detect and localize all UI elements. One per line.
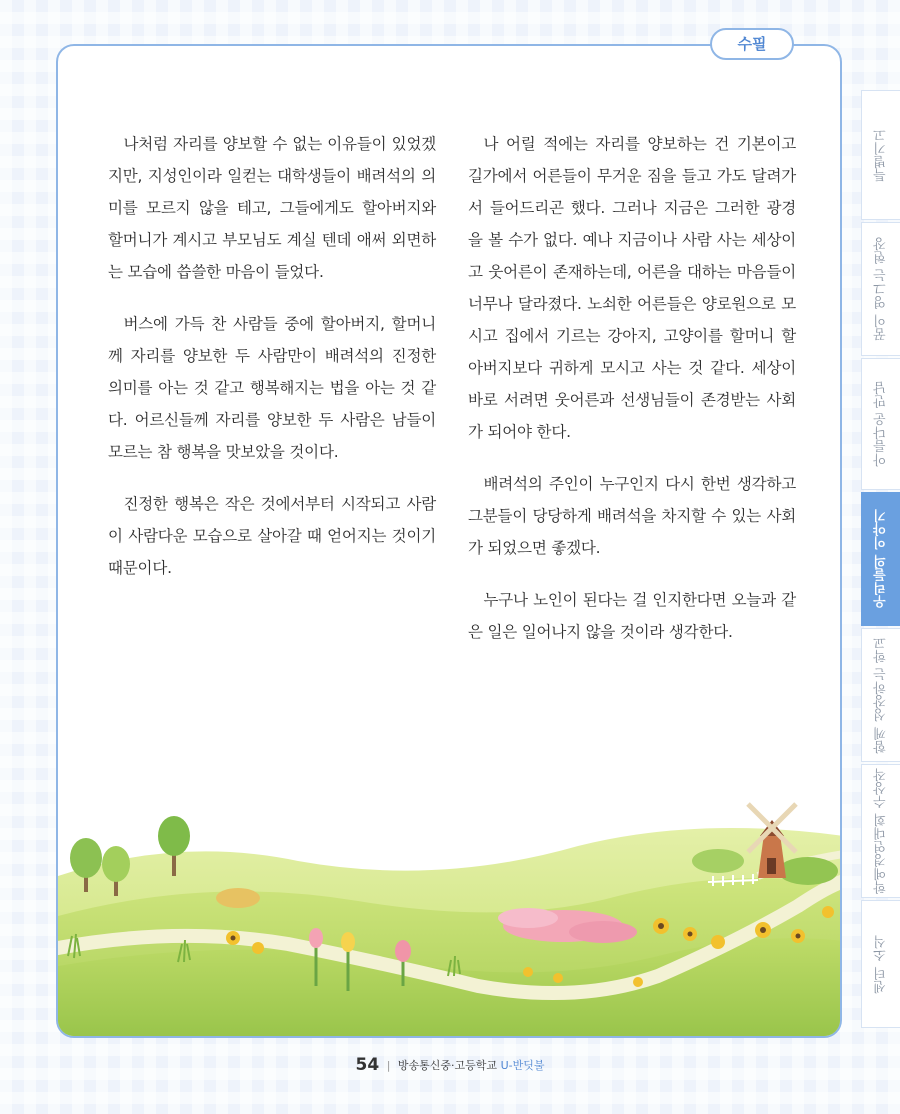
paragraph: 버스에 가득 찬 사람들 중에 할아버지, 할머니께 자리를 양보한 두 사람만이 배려석의 진정한 의미를 아는 것 같고 행복해지는 법을 아는 것 같다. 어르신들께 자리를 양보한 두 사람은 남들이 모르는 참 행복을 맛보았을 것이다.	[108, 315, 436, 461]
side-tab-beautiful-meeting[interactable]	[861, 358, 900, 490]
page-card	[56, 44, 842, 1038]
publication-name: U-반딧불	[500, 1059, 545, 1072]
paragraph: 누구나 노인이 된다는 걸 인지한다면 오늘과 같은 일은 일어나지 않을 것이라 생각한다.	[468, 591, 796, 641]
paragraph: 배려석의 주인이 누구인지 다시 한번 생각하고 그분들이 당당하게 배려석을 차지할 수 있는 사회가 되었으면 좋겠다.	[468, 475, 796, 557]
paragraph: 진정한 행복은 작은 것에서부터 시작되고 사람이 사람다운 모습으로 살아갈 때 얻어지는 것이기 때문이다.	[108, 495, 436, 577]
side-tab-dream-field[interactable]	[861, 222, 900, 356]
side-tab-contest-winners[interactable]	[861, 764, 900, 898]
side-tab-label: 특별기고	[873, 128, 889, 182]
side-tab-growing-school[interactable]	[861, 628, 900, 762]
side-tab-label: 학예경연대회 수상작	[873, 767, 889, 895]
side-tab-center-news[interactable]	[861, 900, 900, 1028]
side-tab-label: 아름다운 만남	[873, 381, 889, 467]
side-tab-label: 꿈이 영그는 현장	[873, 237, 889, 341]
paragraph: 나 어릴 적에는 자리를 양보하는 건 기본이고 길가에서 어른들이 무거운 짐을 들고 가도 달려가서 들어드리곤 했다. 그러나 지금은 그러한 광경을 볼 수가 없다. 예나 지금이나 사람 사는 세상이고 웃어른이 존재하는데, 어른을 대하는 마음들이 너무나 달라졌다. 노쇠한 어른들은 양로원으로 모시고 집에서 기르는 강아지, 고양이를 할머니 할아버지보다 귀하게 모시고 사는 것 같다. 세상이 바로 서려면 웃어른과 선생님들이 존경받는 사회가 되어야 한다.	[468, 135, 796, 441]
genre-label: 수필	[710, 28, 794, 60]
side-tab-label: 센터 소식	[873, 934, 889, 994]
meadow-illustration	[58, 686, 842, 1038]
school-name: 방송통신중·고등학교	[397, 1059, 498, 1072]
side-tab-our-stories[interactable]	[861, 492, 900, 626]
side-tab-label: 우리들의 이야기	[873, 509, 889, 609]
side-tab-special-contribution[interactable]	[861, 90, 900, 220]
side-tab-label: 함께 성장하는 학교	[873, 636, 889, 754]
footer-separator: |	[386, 1058, 391, 1072]
right-column	[468, 128, 796, 668]
page-number: 54	[355, 1055, 380, 1075]
paragraph: 나처럼 자리를 양보할 수 없는 이유들이 있었겠지만, 지성인이라 일컫는 대학생들이 배려석의 의미를 모르지 않을 테고, 그들에게도 할아버지와 할머니가 계시고 부모님도 계실 텐데 애써 외면하는 모습에 씁쓸한 마음이 들었다.	[108, 135, 436, 281]
left-column	[108, 128, 436, 604]
page-footer	[0, 1055, 900, 1075]
